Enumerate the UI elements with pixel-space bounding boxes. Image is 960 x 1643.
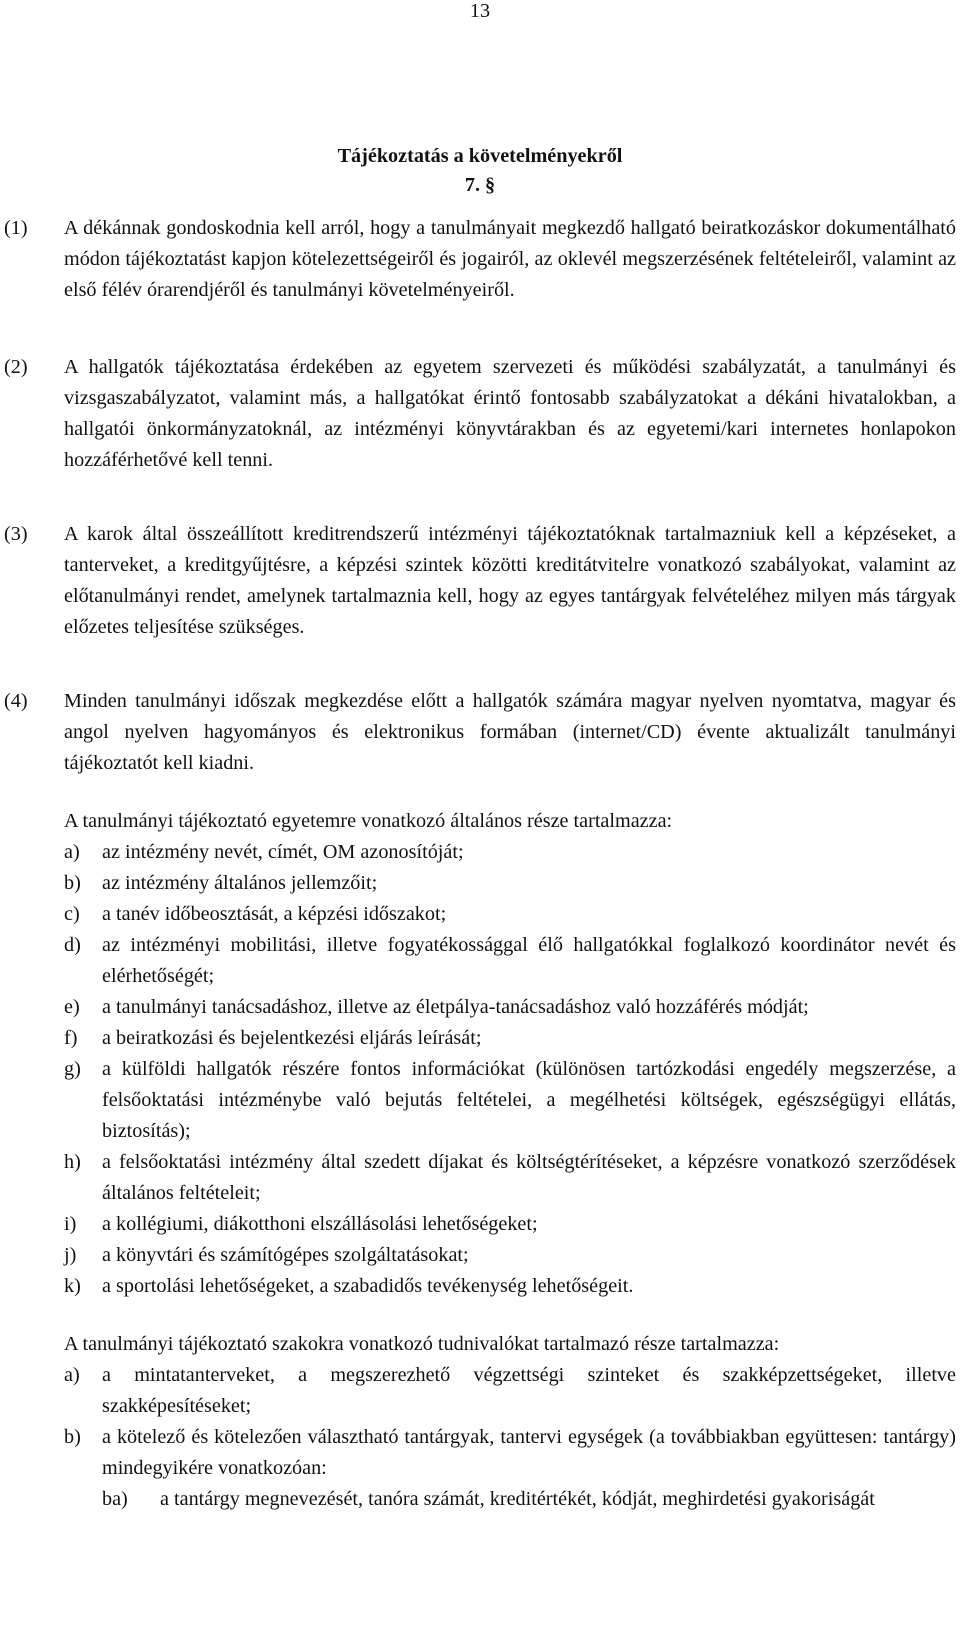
section-number: 7. §	[464, 174, 496, 196]
list-item	[64, 1422, 956, 1484]
list-item	[64, 1360, 956, 1422]
paragraph-text: A dékánnak gondoskodnia kell arról, hogy a tanulmányait megkezdő hallgató beiratkozáskor dokumentálható módon tájékoztatást kapjon kötelezettségeiről és jogairól, az oklevél megszerzésének feltételeiről, valamint az első félév órarendjéről és tanulmányi követelményeiről.	[64, 217, 956, 301]
list-intro: A tanulmányi tájékoztató egyetemre vonatkozó általános része tartalmazza:	[64, 810, 673, 832]
list-item-text: a mintatanterveket, a megszerezhető végzettségi szinteket és szakképzettségeket, illetve szakképesítéseket;	[102, 1364, 956, 1417]
list-item-label: d)	[64, 934, 81, 956]
list-item	[64, 1240, 956, 1271]
list-item-label: c)	[64, 903, 80, 925]
list-item-label: a)	[64, 1364, 80, 1386]
paragraph-text: Minden tanulmányi időszak megkezdése előtt a hallgatók számára magyar nyelven nyomtatva, magyar és angol nyelven hagyományos és elektronikus formában (internet/CD) évente aktualizált tanulmányi tájékoztatót kell kiadni.	[64, 690, 956, 774]
list-item-label: f)	[64, 1027, 78, 1049]
list-item	[64, 868, 956, 899]
list-item	[64, 1271, 956, 1302]
list-subitem	[64, 1484, 956, 1515]
list-subitem-label: ba)	[102, 1488, 128, 1510]
list-item	[64, 930, 956, 992]
list-item-text: a beiratkozási és bejelentkezési eljárás leírását;	[102, 1027, 482, 1049]
specific-contents-list	[64, 1329, 956, 1515]
paragraph-text: A hallgatók tájékoztatása érdekében az egyetem szervezeti és működési szabályzatát, a tanulmányi és vizsgaszabályzatot, valamint más, a hallgatókat érintő fontosabb szabályzatokat a dékáni hivatalokban, a hallgatói önkormányzatoknál, az intézményi könyvtárakban és az egyetemi/kari internetes honlapokon hozzáférhetővé kell tenni.	[64, 356, 956, 471]
general-contents-list	[64, 806, 956, 1302]
list-item-text: a tanulmányi tanácsadáshoz, illetve az életpálya-tanácsadáshoz való hozzáférés módját;	[102, 996, 809, 1018]
list-item	[64, 1209, 956, 1240]
list-item-label: g)	[64, 1058, 81, 1080]
list-item	[64, 899, 956, 930]
list-item-text: a kollégiumi, diákotthoni elszállásolási lehetőségeket;	[102, 1213, 538, 1235]
list-item-text: a könyvtári és számítógépes szolgáltatásokat;	[102, 1244, 469, 1266]
list-item-text: a felsőoktatási intézmény által szedett díjakat és költségtérítéseket, a képzésre vonatkozó szerződések általános feltételeit;	[102, 1151, 956, 1204]
list-item-text: a tanév időbeosztását, a képzési időszakot;	[102, 903, 447, 925]
list-item-text: az intézményi mobilitási, illetve fogyatékossággal élő hallgatókkal foglalkozó koordinátor nevét és elérhetőségét;	[102, 934, 956, 987]
list-item-label: b)	[64, 872, 81, 894]
paragraph-number: (3)	[4, 523, 28, 545]
paragraph-number: (2)	[4, 356, 28, 378]
paragraph-number: (1)	[4, 217, 28, 239]
page-number: 13	[469, 0, 491, 22]
paragraph-text: A karok által összeállított kreditrendszerű intézményi tájékoztatóknak tartalmazniuk kell a képzéseket, a tanterveket, a kreditgyűjtésre, a képzési szintek közötti kreditátvitelre vonatkozó szabályokat, valamint az előtanulmányi rendet, amelynek tartalmaznia kell, hogy az egyes tantárgyak felvételéhez milyen más tárgyak előzetes teljesítése szükséges.	[64, 523, 956, 638]
page-title: Tájékoztatás a követelményekről	[337, 145, 623, 167]
list-item	[64, 837, 956, 868]
list-intro: A tanulmányi tájékoztató szakokra vonatkozó tudnivalókat tartalmazó része tartalmazza:	[64, 1333, 780, 1355]
list-item-label: h)	[64, 1151, 81, 1173]
list-item	[64, 1054, 956, 1147]
list-item-label: b)	[64, 1426, 81, 1448]
list-item-label: a)	[64, 841, 80, 863]
list-item-label: j)	[64, 1244, 77, 1266]
list-item-text: az intézmény nevét, címét, OM azonosítóját;	[102, 841, 464, 863]
list-item	[64, 1023, 956, 1054]
paragraph-number: (4)	[4, 690, 28, 712]
list-item-text: az intézmény általános jellemzőit;	[102, 872, 378, 894]
list-item	[64, 1147, 956, 1209]
list-item-label: k)	[64, 1275, 81, 1297]
list-item	[64, 992, 956, 1023]
list-item-label: e)	[64, 996, 80, 1018]
list-item-text: a kötelező és kötelezően választható tantárgyak, tantervi egységek (a továbbiakban együttesen: tantárgy) mindegyikére vonatkozóan:	[102, 1426, 956, 1479]
list-item-label: i)	[64, 1213, 77, 1235]
list-item-text: a külföldi hallgatók részére fontos információkat (különösen tartózkodási engedély megszerzése, a felsőoktatási intézménybe való bejutás feltételei, a megélhetési költségek, egészségügyi ellátás, biztosítás);	[102, 1058, 956, 1142]
list-item-text: a sportolási lehetőségeket, a szabadidős tevékenység lehetőségeit.	[102, 1275, 634, 1297]
list-subitem-text: a tantárgy megnevezését, tanóra számát, kreditértékét, kódját, meghirdetési gyakoriságát	[160, 1488, 875, 1510]
